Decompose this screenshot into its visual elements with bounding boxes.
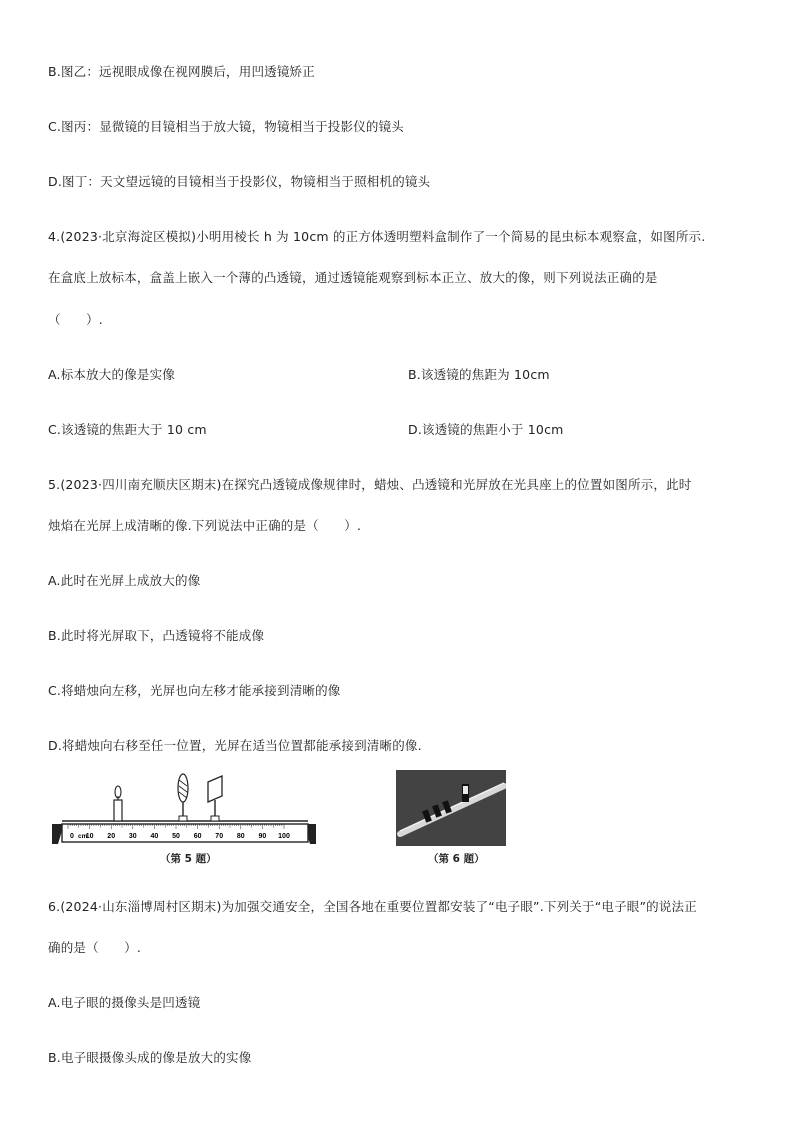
ruler-tick-label: 30: [128, 833, 137, 840]
figure-5-caption: （第 5 题）: [160, 853, 217, 865]
ruler-tick-label: 0: [70, 833, 74, 840]
ruler-unit-label: cm: [78, 833, 88, 840]
ruler-tick-label: 90: [258, 833, 267, 840]
q4-option-d: D.该透镜的焦距小于 10cm: [408, 422, 564, 437]
ruler-tick-label: 80: [236, 833, 245, 840]
optical-bench-photo: [396, 770, 506, 846]
q5-option-c: C.将蜡烛向左移，光屏也向左移才能承接到清晰的像: [48, 683, 341, 698]
q6-stem-line-2: 确的是（ ）.: [48, 940, 142, 955]
light-screen: [208, 776, 222, 821]
q4-option-a: A.标本放大的像是实像: [48, 367, 176, 382]
q4-stem-line-1: 4.(2023·北京海淀区模拟)小明用棱长 h 为 10cm 的正方体透明塑料盒制作了一个简易的昆虫标本观察盒，如图所示.: [48, 229, 706, 244]
q6-option-a: A.电子眼的摄像头是凹透镜: [48, 995, 201, 1010]
q4-option-b: B.该透镜的焦距为 10cm: [408, 367, 550, 382]
q5-option-b: B.此时将光屏取下，凸透镜将不能成像: [48, 628, 265, 643]
q3-option-c: C.图丙：显微镜的目镜相当于放大镜，物镜相当于投影仪的镜头: [48, 119, 405, 134]
q4-answer-blank: （ ）.: [48, 312, 103, 327]
ruler-tick-label: 40: [150, 833, 159, 840]
ruler-tick-label: 20: [107, 833, 116, 840]
convex-lens: [178, 774, 188, 821]
optical-bench-figure: [48, 772, 324, 848]
ruler-tick-label: 10: [85, 833, 94, 840]
ruler-scale: [62, 824, 308, 842]
ruler-tick-label: 100: [278, 833, 290, 840]
q6-stem-line-1: 6.(2024·山东淄博周村区期末)为加强交通安全，全国各地在重要位置都安装了“电子眼”.下列关于“电子眼”的说法正: [48, 899, 697, 914]
q3-option-d: D.图丁：天文望远镜的目镜相当于投影仪，物镜相当于照相机的镜头: [48, 174, 431, 189]
figure-6-caption: （第 6 题）: [428, 853, 485, 865]
q4-option-c: C.该透镜的焦距大于 10 cm: [48, 422, 207, 437]
q5-option-d: D.将蜡烛向右移至任一位置，光屏在适当位置都能承接到清晰的像.: [48, 738, 422, 753]
q5-option-a: A.此时在光屏上成放大的像: [48, 573, 201, 588]
q3-option-b: B.图乙：远视眼成像在视网膜后，用凹透镜矫正: [48, 64, 315, 79]
q5-stem-line-1: 5.(2023·四川南充顺庆区期末)在探究凸透镜成像规律时，蜡烛、凸透镜和光屏放在光具座上的位置如图所示，此时: [48, 477, 692, 492]
ruler-tick-label: 60: [193, 833, 202, 840]
ruler-tick-label: 50: [172, 833, 180, 840]
ruler-tick-label: 70: [215, 833, 224, 840]
q6-option-b: B.电子眼摄像头成的像是放大的实像: [48, 1050, 252, 1065]
q5-stem-line-2: 烛焰在光屏上成清晰的像.下列说法中正确的是（ ）.: [48, 518, 362, 533]
q4-stem-line-2: 在盒底上放标本，盒盖上嵌入一个薄的凸透镜，通过透镜能观察到标本正立、放大的像，则下列说法正确的是: [48, 270, 658, 285]
candle: [114, 786, 122, 821]
